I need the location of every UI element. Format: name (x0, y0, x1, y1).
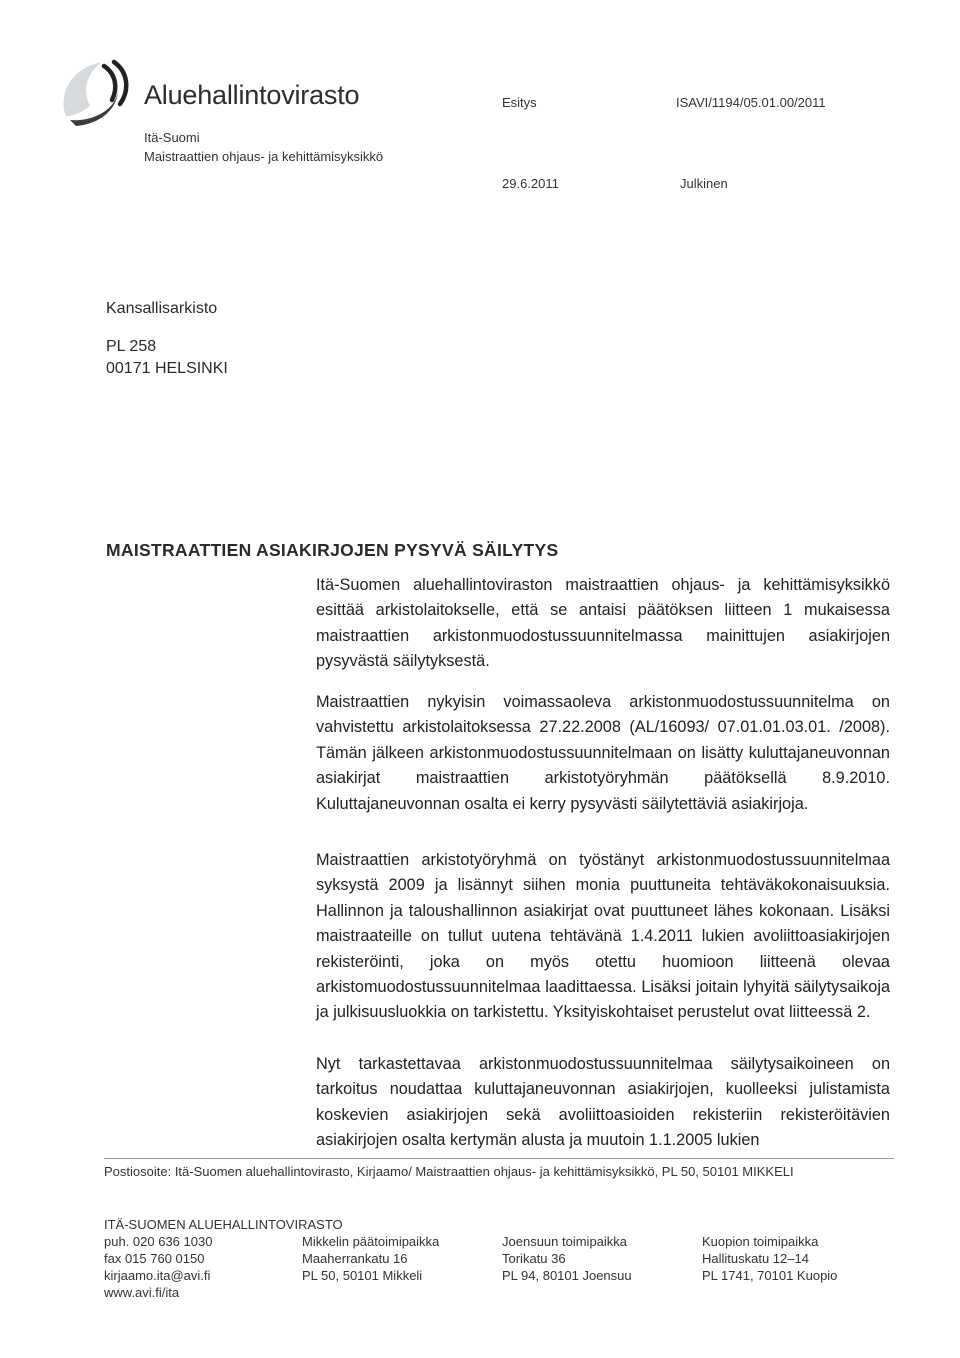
body-paragraph: Itä-Suomen aluehallintoviraston maistraattien ohjaus- ja kehittämisyksikkö esittää arkistolaitokselle, että se antaisi päätöksen liitteen 1 mukaisessa maistraattien arkistonmuodostussuunnitelmassa mainittujen asiakirjojen pysyvästä säilytyksestä. (316, 576, 890, 671)
agency-name: Aluehallintovirasto (144, 80, 360, 110)
body-paragraph: Nyt tarkastettavaa arkistonmuodostussuunnitelmaa säilytysaikoineen on tarkoitus noudattaa kuluttajaneuvonnan asiakirjojen, kuolleeksi julistamista koskevien asiakirjojen sekä avoliittoasioiden rekisteriin rekisteröitävien asiakirjojen osalta kertymän alusta ja muutoin 1.1.2005 lukien (316, 1055, 890, 1150)
body-paragraph: Maistraattien nykyisin voimassaoleva arkistonmuodostussuunnitelma on vahvistettu arkistolaitoksessa 27.22.2008 (AL/16093/ 07.01.01.03.01. /2008). Tämän jälkeen arkistonmuodostussuunnitelmaan on lisätty kuluttajaneuvonnan asiakirjat maistraattien arkistotyöryhmän päätöksellä 8.9.2010. Kuluttajaneuvonnan osalta ei kerry pysyvästi säilytettäviä asiakirjoja. (316, 693, 890, 813)
footer-contact (104, 1233, 212, 1301)
office-postal: PL 1741, 70101 Kuopio (702, 1268, 838, 1283)
recipient-postal: 00171 HELSINKI (106, 360, 228, 377)
footer-office-mikkeli (302, 1233, 439, 1284)
footer-email[interactable]: kirjaamo.ita@avi.fi (104, 1268, 211, 1283)
footer-fax: fax 015 760 0150 (104, 1251, 205, 1266)
footer-divider (104, 1158, 894, 1159)
office-name: Joensuun toimipaikka (502, 1234, 628, 1249)
footer-postal-address: Postiosoite: Itä-Suomen aluehallintovirasto, Kirjaamo/ Maistraattien ohjaus- ja kehittämisyksikkö, PL 50, 50101 MIKKELI (104, 1164, 794, 1179)
office-postal: PL 50, 50101 Mikkeli (302, 1268, 423, 1283)
office-name: Kuopion toimipaikka (702, 1234, 819, 1249)
agency-unit: Maistraattien ohjaus- ja kehittämisyksikkö (144, 149, 384, 164)
office-street: Torikatu 36 (502, 1251, 566, 1266)
agency-logo-icon (56, 56, 136, 128)
recipient-name: Kansallisarkisto (106, 300, 218, 317)
office-name: Mikkelin päätoimipaikka (302, 1234, 440, 1249)
footer-website[interactable]: www.avi.fi/ita (104, 1285, 180, 1300)
record-number: ISAVI/1194/05.01.00/2011 (676, 95, 826, 110)
publicity-class: Julkinen (680, 176, 728, 191)
document-date: 29.6.2011 (502, 176, 559, 191)
office-street: Maaherrankatu 16 (302, 1251, 408, 1266)
footer-office-joensuu (502, 1233, 632, 1284)
footer-office-kuopio (702, 1233, 837, 1284)
body-paragraph: Maistraattien arkistotyöryhmä on työstänyt arkistonmuodostussuunnitelmaa syksystä 2009 ja lisännyt siihen monia puuttuneita tehtäväkokonaisuuksia. Hallinnon ja taloushallinnon asiakirjat ovat puuttuneet lähes kokonaan. Lisäksi maistraateille on tullut uutena tehtävänä 1.4.2011 lukien avoliittoasiakirjojen rekisteröinti, joka on myös otettu huomioon liitteenä olevaa arkistomuodostussuunnitelmaa laadittaessa. Lisäksi joitain lyhyitä säilytysaikoja ja julkisuusluokkia on tarkistettu. Yksityiskohtaiset perustelut ovat liitteessä 2. (316, 851, 890, 1022)
document-type: Esitys (502, 95, 537, 110)
recipient-po-box: PL 258 (106, 338, 157, 355)
office-postal: PL 94, 80101 Joensuu (502, 1268, 632, 1283)
agency-region: Itä-Suomi (144, 130, 200, 145)
document-title: MAISTRAATTIEN ASIAKIRJOJEN PYSYVÄ SÄILYTYS (106, 540, 559, 560)
office-street: Hallituskatu 12–14 (702, 1251, 809, 1266)
footer-phone: puh. 020 636 1030 (104, 1234, 213, 1249)
footer-agency-name: ITÄ-SUOMEN ALUEHALLINTOVIRASTO (104, 1217, 343, 1232)
